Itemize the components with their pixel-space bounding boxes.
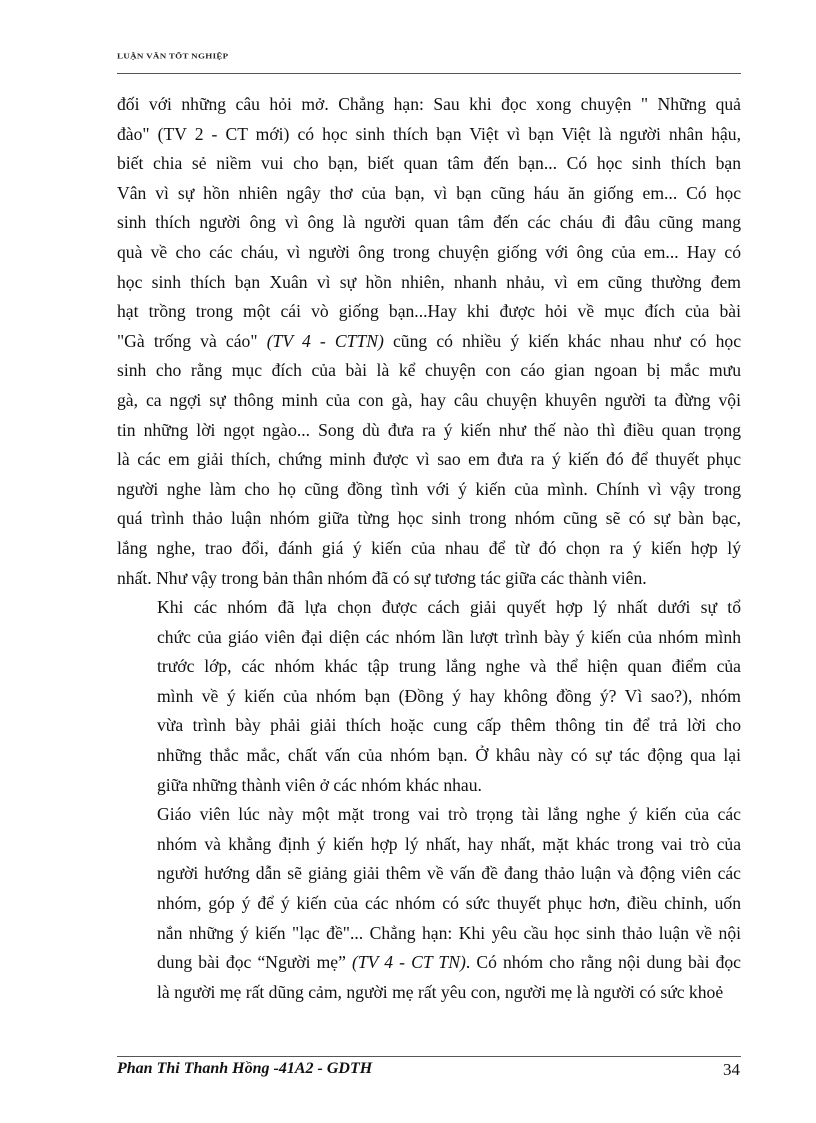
footer-divider bbox=[117, 1056, 741, 1057]
text-line: nhóm, góp ý để ý kiến của các nhóm có sức thuyết phục hơn, điều chỉnh, uốn bbox=[157, 893, 741, 914]
text-line: quá trình thảo luận nhóm giữa từng học sinh trong nhóm cũng sẽ có sự bàn bạc, bbox=[117, 508, 741, 529]
text-line: người hướng dẫn sẽ giảng giải thêm về vấn đề đang thảo luận và động viên các bbox=[157, 863, 741, 884]
text-line: những thắc mắc, chất vấn của nhóm bạn. Ở khâu này có sự tác động qua lại bbox=[157, 745, 741, 766]
text-line: Vân vì sự hồn nhiên ngây thơ của bạn, vì bạn cũng háu ăn giống em... Có học bbox=[117, 182, 741, 203]
text-line: nhất. Như vậy trong bản thân nhóm đã có sự tương tác giữa các thành viên. bbox=[117, 567, 647, 588]
text-line: lắng nghe, trao đổi, đánh giá ý kiến của nhau để từ đó chọn ra ý kiến hợp lý bbox=[117, 537, 741, 558]
text-line: là các em giải thích, chứng minh được vì sao em đưa ra ý kiến đó để thuyết phục bbox=[117, 449, 741, 470]
body-text bbox=[117, 90, 741, 1007]
text-line: người nghe làm cho họ cũng đồng tình với ý kiến của mình. Chính vì vậy trong bbox=[117, 478, 741, 499]
text-line: học sinh thích bạn Xuân vì sự hồn nhiên, nhanh nhảu, vì em cũng thường đem bbox=[117, 271, 741, 292]
text-line: quà về cho các cháu, vì người ông trong chuyện giống với ông của em... Hay có bbox=[117, 241, 741, 262]
page-number: 34 bbox=[723, 1060, 740, 1079]
paragraph bbox=[117, 90, 741, 593]
text-line: Khi các nhóm đã lựa chọn được cách giải quyết hợp lý nhất dưới sự tổ bbox=[157, 597, 741, 618]
text-line: nắn những ý kiến "lạc đề"... Chẳng hạn: Khi yêu cầu học sinh thảo luận về nội bbox=[157, 922, 741, 943]
text-line: vừa trình bày phải giải thích hoặc cung cấp thêm thông tin để trả lời cho bbox=[157, 715, 741, 736]
text-line: giữa những thành viên ở các nhóm khác nhau. bbox=[157, 774, 482, 795]
text-line: là người mẹ rất dũng cảm, người mẹ rất yêu con, người mẹ là người có sức khoẻ bbox=[157, 981, 724, 1002]
text-line: sinh thích người ông vì ông là người quan tâm đến các cháu đi đâu cũng mang bbox=[117, 212, 741, 233]
text-line: biết chia sẻ niềm vui cho bạn, biết quan tâm đến bạn... Có học sinh thích bạn bbox=[117, 153, 741, 174]
footer-author: Phan Thi Thanh Hồng -41A2 - GDTH bbox=[117, 1060, 373, 1077]
text-line: hạt trồng trong một cái vò giống bạn...Hay khi được hỏi về mục đích của bài bbox=[117, 301, 741, 322]
text-line: trước lớp, các nhóm khác tập trung lắng nghe và thể hiện quan điểm của bbox=[157, 656, 741, 677]
text-line: tin những lời ngọt ngào... Song dù đưa ra ý kiến như thế nào thì điều quan trọng bbox=[117, 419, 741, 440]
text-line: chức của giáo viên đại diện các nhóm lần lượt trình bày ý kiến của nhóm mình bbox=[157, 626, 741, 647]
paragraph bbox=[117, 800, 741, 1007]
text-line: "Gà trống và cáo" (TV 4 - CTTN) cũng có nhiều ý kiến khác nhau như có học bbox=[117, 330, 741, 351]
text-line: sinh cho rằng mục đích của bài là kể chuyện con cáo gian ngoan bị mắc mưu bbox=[117, 360, 741, 381]
text-line: đào" (TV 2 - CT mới) có học sinh thích bạn Việt vì bạn Việt là người nhân hậu, bbox=[117, 123, 741, 144]
text-line: dung bài đọc “Người mẹ” (TV 4 - CT TN). Có nhóm cho rằng nội dung bài đọc bbox=[157, 952, 741, 973]
text-line: đối với những câu hỏi mở. Chẳng hạn: Sau khi đọc xong chuyện " Những quả bbox=[117, 94, 741, 114]
text-line: Giáo viên lúc này một mặt trong vai trò trọng tài lắng nghe ý kiến của các bbox=[157, 804, 741, 825]
text-line: mình về ý kiến của nhóm bạn (Đồng ý hay không đồng ý? Vì sao?), nhóm bbox=[157, 685, 741, 706]
text-line: nhóm và khẳng định ý kiến hợp lý nhất, hay nhất, mặt khác trong vai trò của bbox=[157, 833, 741, 854]
paragraph bbox=[117, 593, 741, 800]
header-divider bbox=[117, 73, 741, 74]
text-line: gà, ca ngợi sự thông minh của con gà, hay câu chuyện khuyên người ta đừng vội bbox=[117, 389, 741, 410]
running-header: LUẬN VĂN TỐT NGHIỆP bbox=[117, 52, 229, 60]
